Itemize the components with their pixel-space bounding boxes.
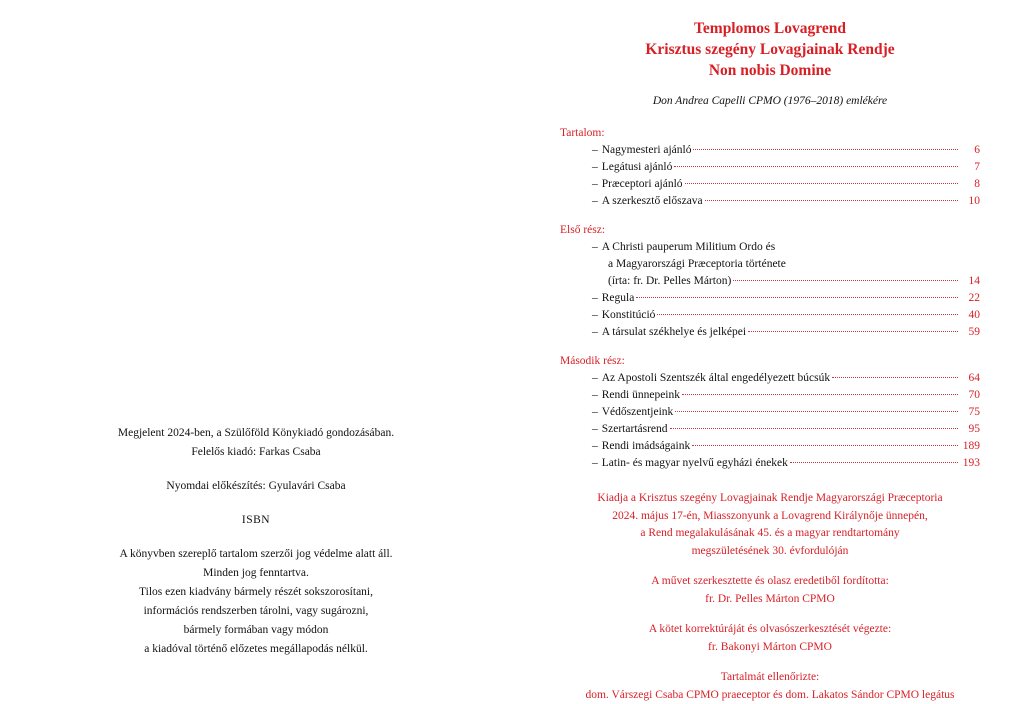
colophon-paragraph bbox=[0, 545, 512, 659]
toc-leader-dots bbox=[674, 166, 958, 167]
toc-page-number: 59 bbox=[960, 324, 980, 341]
colophon-line: Nyomdai előkészítés: Gyulavári Csaba bbox=[0, 477, 512, 496]
colophon-line: a kiadóval történő előzetes megállapodás nélkül. bbox=[0, 640, 512, 659]
toc-entry-label: Rendi ünnepeink bbox=[602, 387, 680, 404]
toc-entry[interactable] bbox=[560, 455, 980, 472]
toc-entry-label: Latin- és magyar nyelvű egyházi énekek bbox=[602, 455, 788, 472]
toc-entry[interactable] bbox=[560, 159, 980, 176]
colophon-line: A könyvben szereplő tartalom szerzői jog védelme alatt áll. bbox=[0, 545, 512, 564]
toc-entry[interactable] bbox=[560, 307, 980, 324]
colophon-block bbox=[0, 424, 512, 659]
colophon-line: Tilos ezen kiadvány bármely részét sokszorosítani, bbox=[0, 583, 512, 602]
imprint-block bbox=[560, 490, 980, 704]
toc-page-number: 7 bbox=[960, 159, 980, 176]
table-of-contents bbox=[560, 127, 980, 472]
imprint-line: A művet szerkesztette és olasz eredetiből fordította: bbox=[560, 573, 980, 591]
imprint-line: Kiadja a Krisztus szegény Lovagjainak Rendje Magyarországi Præceptoria bbox=[560, 490, 980, 508]
toc-leader-dots bbox=[685, 183, 958, 184]
imprint-line: megszületésének 30. évfordulóján bbox=[560, 543, 980, 561]
toc-entry-dash: – bbox=[592, 370, 602, 387]
imprint-line: a Rend megalakulásának 45. és a magyar rendtartomány bbox=[560, 525, 980, 543]
toc-entry-label: Konstitúció bbox=[602, 307, 656, 324]
toc-entry-label: Nagymesteri ajánló bbox=[602, 142, 692, 159]
toc-page-number: 64 bbox=[960, 370, 980, 387]
toc-entry[interactable] bbox=[560, 256, 980, 273]
toc-entry[interactable] bbox=[560, 324, 980, 341]
toc-leader-dots bbox=[748, 331, 958, 332]
toc-entry[interactable] bbox=[560, 421, 980, 438]
toc-page-number: 189 bbox=[960, 438, 980, 455]
toc-leader-dots bbox=[832, 377, 958, 378]
toc-entry-dash: – bbox=[592, 142, 602, 159]
colophon-line: Minden jog fenntartva. bbox=[0, 564, 512, 583]
toc-entry-label: A Christi pauperum Militium Ordo és bbox=[602, 239, 775, 256]
left-page-verso bbox=[0, 0, 512, 699]
toc-leader-dots bbox=[670, 428, 958, 429]
toc-leader-dots bbox=[636, 297, 958, 298]
imprint-paragraph bbox=[560, 621, 980, 656]
toc-entry-dash: – bbox=[592, 455, 602, 472]
page-title bbox=[560, 18, 980, 81]
toc-entry-label: Rendi imádságaink bbox=[602, 438, 690, 455]
toc-page-number: 8 bbox=[960, 176, 980, 193]
toc-entry[interactable] bbox=[560, 239, 980, 256]
toc-entry[interactable] bbox=[560, 193, 980, 210]
toc-leader-dots bbox=[790, 462, 958, 463]
colophon-paragraph bbox=[0, 511, 512, 530]
toc-entry-dash: – bbox=[592, 159, 602, 176]
toc-entry[interactable] bbox=[560, 273, 980, 290]
toc-entry[interactable] bbox=[560, 404, 980, 421]
imprint-line: A kötet korrektúráját és olvasószerkesztését végezte: bbox=[560, 621, 980, 639]
toc-entry-label: A szerkesztő előszava bbox=[602, 193, 703, 210]
toc-leader-dots bbox=[705, 200, 958, 201]
colophon-paragraph bbox=[0, 477, 512, 496]
toc-entry-dash: – bbox=[592, 239, 602, 256]
toc-entry-label: Az Apostoli Szentszék által engedélyezett búcsúk bbox=[602, 370, 830, 387]
toc-leader-dots bbox=[682, 394, 958, 395]
toc-entry[interactable] bbox=[560, 290, 980, 307]
imprint-line: fr. Bakonyi Márton CPMO bbox=[560, 639, 980, 657]
colophon-paragraph bbox=[0, 424, 512, 462]
dedication-text: Don Andrea Capelli CPMO (1976–2018) emlékére bbox=[560, 95, 980, 107]
toc-entry[interactable] bbox=[560, 176, 980, 193]
toc-entry-dash: – bbox=[592, 176, 602, 193]
toc-leader-dots bbox=[657, 314, 958, 315]
toc-entry-label: Regula bbox=[602, 290, 635, 307]
toc-entry-dash: – bbox=[592, 193, 602, 210]
toc-page-number: 40 bbox=[960, 307, 980, 324]
toc-entry-dash: – bbox=[592, 290, 602, 307]
toc-entry[interactable] bbox=[560, 142, 980, 159]
toc-section-heading: Második rész: bbox=[560, 355, 980, 367]
toc-entry-label: Legátusi ajánló bbox=[602, 159, 673, 176]
title-line-1: Templomos Lovagrend bbox=[560, 18, 980, 39]
imprint-line: fr. Dr. Pelles Márton CPMO bbox=[560, 591, 980, 609]
toc-entry-dash: – bbox=[592, 421, 602, 438]
toc-entry-dash: – bbox=[592, 324, 602, 341]
toc-page-number: 14 bbox=[960, 273, 980, 290]
imprint-line: 2024. május 17-én, Miasszonyunk a Lovagrend Királynője ünnepén, bbox=[560, 508, 980, 526]
toc-leader-dots bbox=[692, 445, 958, 446]
toc-entry-dash: – bbox=[592, 387, 602, 404]
colophon-line: ISBN bbox=[0, 511, 512, 530]
toc-entry-label: Védőszentjeink bbox=[602, 404, 674, 421]
colophon-line: Megjelent 2024-ben, a Szülőföld Könykiadó gondozásában. bbox=[0, 424, 512, 443]
toc-section-heading: Tartalom: bbox=[560, 127, 980, 139]
toc-page-number: 193 bbox=[960, 455, 980, 472]
toc-page-number: 70 bbox=[960, 387, 980, 404]
toc-leader-dots bbox=[675, 411, 958, 412]
toc-entry-label: a Magyarországi Præceptoria története bbox=[608, 256, 786, 273]
toc-section-heading: Első rész: bbox=[560, 224, 980, 236]
toc-entry-dash: – bbox=[592, 438, 602, 455]
toc-entry[interactable] bbox=[560, 438, 980, 455]
toc-entry[interactable] bbox=[560, 387, 980, 404]
imprint-line: dom. Várszegi Csaba CPMO praeceptor és dom. Lakatos Sándor CPMO legátus bbox=[560, 687, 980, 704]
toc-entry-label: Szertartásrend bbox=[602, 421, 668, 438]
title-line-2: Krisztus szegény Lovagjainak Rendje bbox=[560, 39, 980, 60]
toc-entry-label: A társulat székhelye és jelképei bbox=[602, 324, 746, 341]
toc-entry-label: Præceptori ajánló bbox=[602, 176, 683, 193]
colophon-line: Felelős kiadó: Farkas Csaba bbox=[0, 443, 512, 462]
toc-page-number: 10 bbox=[960, 193, 980, 210]
toc-page-number: 75 bbox=[960, 404, 980, 421]
toc-leader-dots bbox=[733, 280, 958, 281]
toc-entry-dash: – bbox=[592, 307, 602, 324]
toc-page-number: 6 bbox=[960, 142, 980, 159]
imprint-paragraph bbox=[560, 490, 980, 560]
toc-page-number: 22 bbox=[960, 290, 980, 307]
toc-entry[interactable] bbox=[560, 370, 980, 387]
imprint-line: Tartalmát ellenőrizte: bbox=[560, 669, 980, 687]
toc-page-number: 95 bbox=[960, 421, 980, 438]
imprint-paragraph bbox=[560, 573, 980, 608]
toc-entry-label: (írta: fr. Dr. Pelles Márton) bbox=[608, 273, 731, 290]
title-line-3: Non nobis Domine bbox=[560, 60, 980, 81]
right-page-recto bbox=[512, 0, 1024, 699]
colophon-line: bármely formában vagy módon bbox=[0, 621, 512, 640]
toc-entry-dash: – bbox=[592, 404, 602, 421]
toc-leader-dots bbox=[693, 149, 958, 150]
colophon-line: információs rendszerben tárolni, vagy sugározni, bbox=[0, 602, 512, 621]
